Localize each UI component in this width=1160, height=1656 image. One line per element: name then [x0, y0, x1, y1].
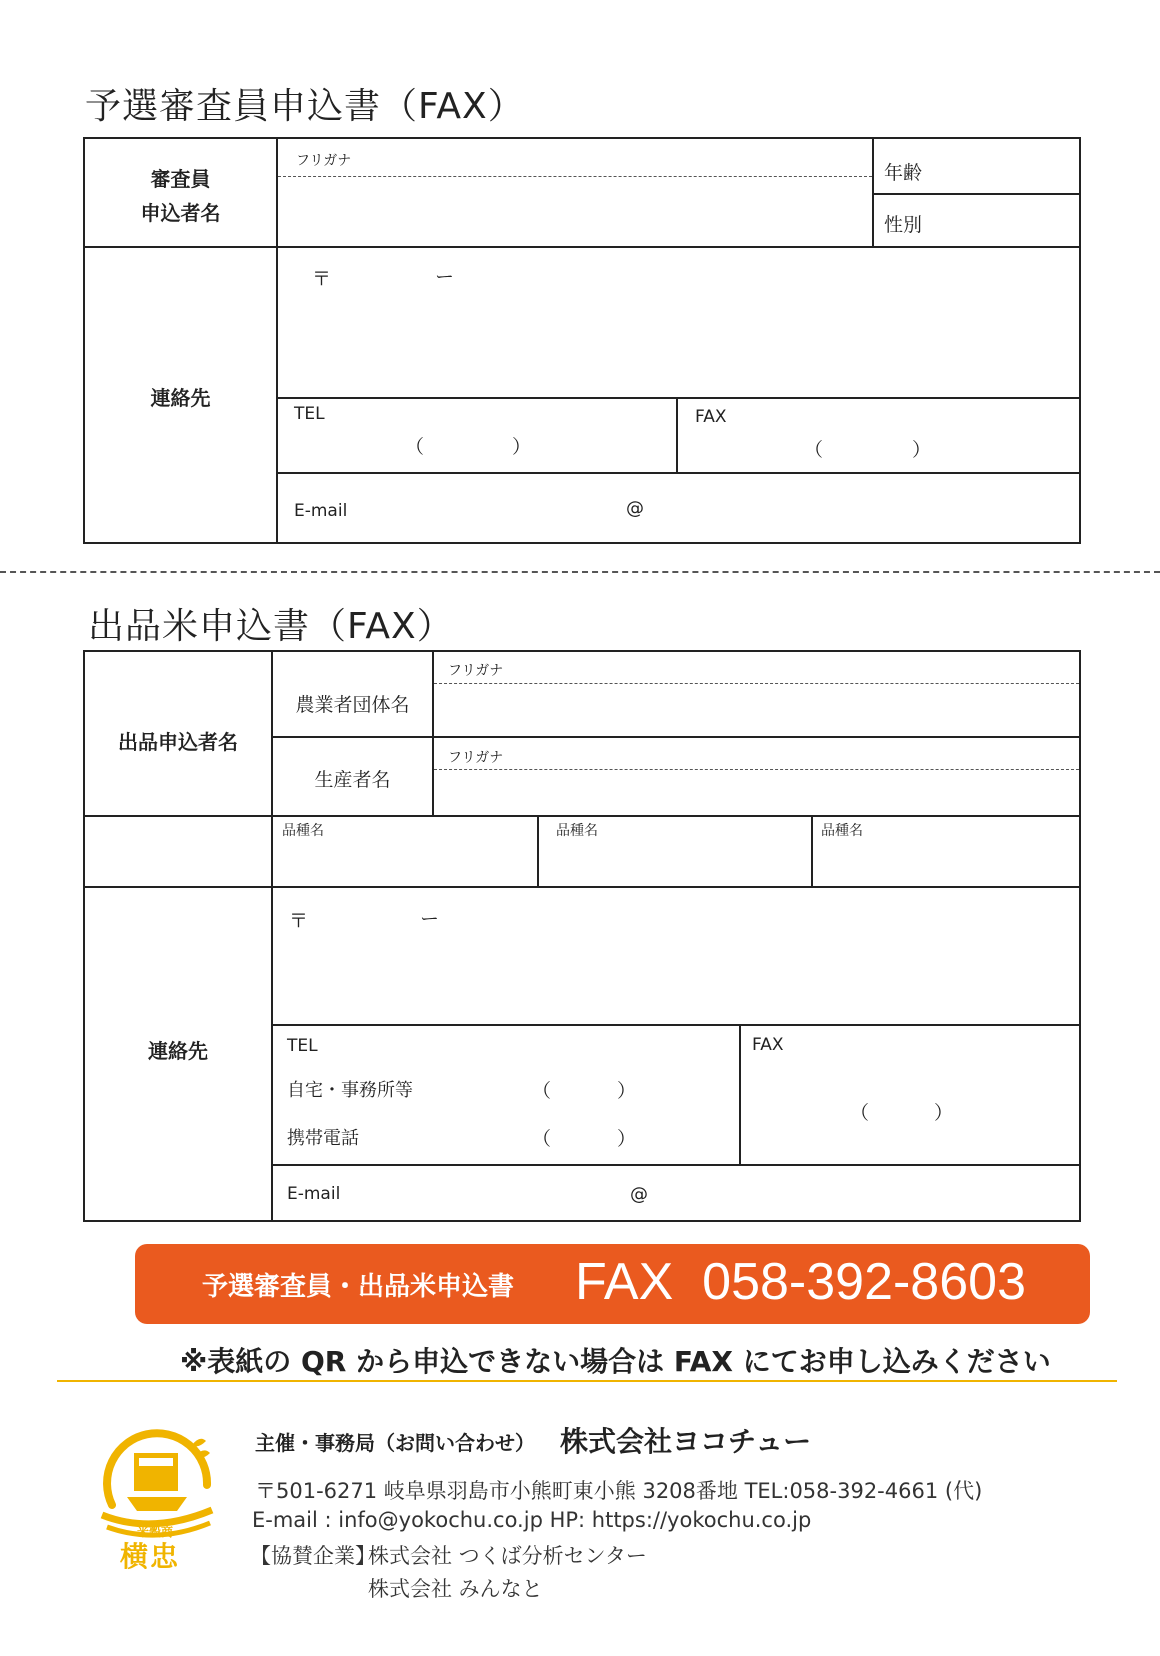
form2-divider	[83, 886, 1081, 888]
paren-open: （	[850, 1102, 870, 1124]
postal-mark: 〒	[289, 910, 309, 932]
form1-divider	[872, 193, 1081, 195]
form2-divider	[537, 815, 539, 887]
contact-label: 連絡先	[150, 386, 211, 410]
at-mark: @	[630, 1184, 648, 1205]
org-label: 農業者団体名	[295, 694, 410, 716]
tel-label: TEL	[287, 1036, 318, 1056]
furigana-label: フリガナ	[296, 153, 352, 169]
form1-divider	[276, 397, 1081, 399]
form1-divider	[83, 246, 1081, 248]
sponsor-label: 【協賛企業】	[250, 1544, 376, 1568]
logo-small-text: 米穀商	[137, 1525, 174, 1539]
at-mark: @	[626, 498, 644, 519]
organizer-label: 主催・事務局（お問い合わせ）	[255, 1431, 535, 1455]
form1-divider	[676, 397, 678, 473]
footer-divider	[57, 1380, 1117, 1382]
furigana-label: フリガナ	[448, 750, 504, 766]
furigana-guide	[434, 683, 1079, 684]
furigana-label: フリガナ	[448, 663, 504, 679]
form1-title: 予選審査員申込書（FAX）	[85, 86, 525, 127]
tel-label: TEL	[294, 404, 325, 424]
mobile-label: 携帯電話	[287, 1128, 359, 1149]
postal-mark: 〒	[312, 268, 332, 290]
company-address: 〒501-6271 岐阜県羽島市小熊町東小熊 3208番地 TEL:058-392-4661 (代)	[255, 1479, 983, 1503]
form2-divider	[83, 815, 1081, 817]
fax-label: FAX	[695, 407, 727, 427]
producer-label: 生産者名	[314, 769, 391, 791]
email-label: E-mail	[294, 501, 348, 521]
paren-close: ）	[617, 1080, 637, 1102]
home-office-label: 自宅・事務所等	[287, 1080, 413, 1101]
form1-divider	[276, 472, 1081, 474]
cut-line	[0, 571, 1160, 573]
paren-open: （	[532, 1128, 552, 1150]
paren-open: （	[405, 436, 425, 458]
fax-number: FAX 058-392-8603	[575, 1253, 1026, 1311]
variety-label-1: 品種名	[282, 823, 324, 839]
age-label: 年齢	[884, 162, 923, 184]
paren-close: ）	[617, 1128, 637, 1150]
logo-text: 横忠	[120, 1540, 181, 1573]
company-name: 株式会社ヨコチュー	[560, 1425, 812, 1458]
variety-label-3: 品種名	[821, 823, 863, 839]
gender-label: 性別	[884, 214, 923, 236]
form1-divider	[872, 137, 874, 247]
paren-close: ）	[912, 439, 932, 461]
form2-divider	[811, 815, 813, 887]
form2-divider	[271, 1164, 1081, 1166]
contact-label: 連絡先	[148, 1039, 208, 1063]
email-label: E-mail	[287, 1184, 341, 1204]
company-logo	[92, 1415, 222, 1573]
postal-dash: ー	[435, 266, 455, 288]
name-label-line1: 審査員	[150, 167, 211, 191]
paren-open: （	[532, 1080, 552, 1102]
paren-open: （	[804, 439, 824, 461]
form2-title: 出品米申込書（FAX）	[88, 606, 454, 647]
company-email-hp: E-mail : info@yokochu.co.jp HP: https://yokochu.co.jp	[252, 1508, 812, 1532]
form2-divider	[432, 650, 434, 816]
name-label-line2: 申込者名	[140, 201, 221, 225]
postal-dash: ー	[420, 908, 440, 930]
form2-divider	[739, 1024, 741, 1165]
form2-divider	[271, 1024, 1081, 1026]
banner-label: 予選審査員・出品米申込書	[202, 1272, 515, 1302]
form1-divider	[276, 137, 278, 544]
variety-label-2: 品種名	[556, 823, 598, 839]
notice-text: ※表紙の QR から申込できない場合は FAX にてお申し込みください	[180, 1345, 1051, 1378]
sponsor-1: 株式会社 つくば分析センター	[368, 1544, 647, 1568]
applicant-label: 出品申込者名	[118, 730, 238, 754]
fax-banner	[135, 1244, 1090, 1324]
sponsor-2: 株式会社 みんなと	[368, 1577, 543, 1601]
furigana-guide	[434, 769, 1079, 770]
paren-close: ）	[512, 436, 532, 458]
form2-divider	[271, 736, 1081, 738]
fax-label: FAX	[752, 1035, 784, 1055]
furigana-guide	[278, 176, 872, 177]
paren-close: ）	[934, 1102, 954, 1124]
